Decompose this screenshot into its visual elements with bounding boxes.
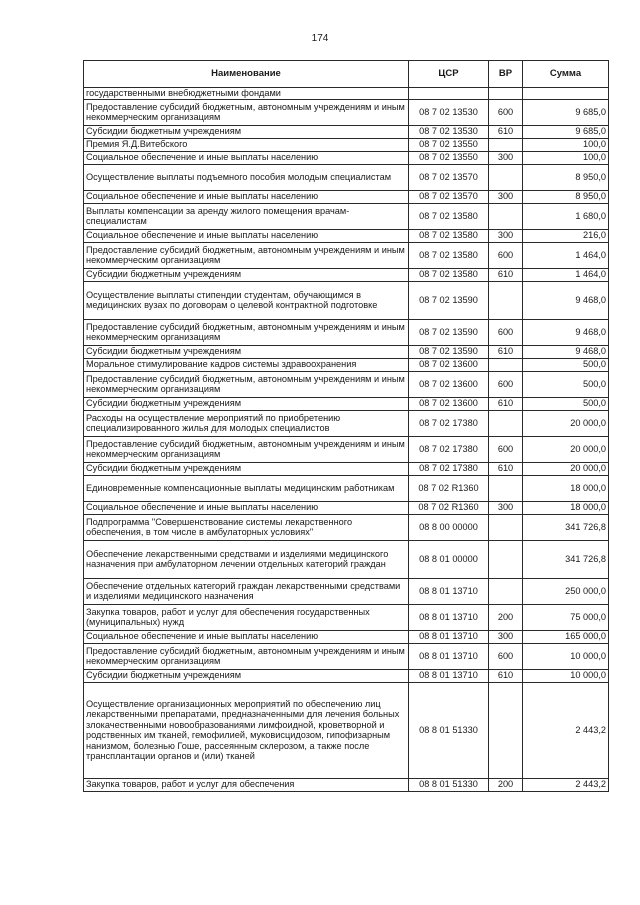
- table-row: [84, 643, 609, 669]
- cell-csr: 08 7 02 17380: [409, 462, 489, 475]
- cell-sum: 500,0: [523, 371, 609, 397]
- header-sum: Сумма: [523, 61, 609, 88]
- table-row: [84, 203, 609, 229]
- cell-vr: 610: [489, 125, 523, 138]
- cell-csr: 08 7 02 13590: [409, 345, 489, 358]
- table-row: [84, 604, 609, 630]
- cell-vr: [489, 540, 523, 578]
- cell-sum: 18 000,0: [523, 475, 609, 501]
- cell-vr: [489, 514, 523, 540]
- cell-vr: [489, 578, 523, 604]
- cell-sum: 1 680,0: [523, 203, 609, 229]
- cell-csr: 08 7 02 13600: [409, 358, 489, 371]
- cell-name: Осуществление выплаты стипендии студентам, обучающимся в медицинских вузах по договорам о целевой контрактной подготовке: [84, 281, 409, 319]
- table-row: [84, 164, 609, 190]
- table-row: [84, 151, 609, 164]
- cell-csr: 08 7 02 13590: [409, 319, 489, 345]
- cell-name: государственными внебюджетными фондами: [84, 88, 409, 100]
- budget-table: [83, 60, 609, 792]
- table-row: [84, 410, 609, 436]
- table-row: [84, 138, 609, 151]
- cell-csr: 08 7 02 13580: [409, 242, 489, 268]
- table-row: [84, 229, 609, 242]
- cell-vr: 300: [489, 190, 523, 203]
- table-row: [84, 319, 609, 345]
- cell-name: Социальное обеспечение и иные выплаты населению: [84, 501, 409, 514]
- table-row: [84, 268, 609, 281]
- cell-vr: 600: [489, 371, 523, 397]
- cell-name: Субсидии бюджетным учреждениям: [84, 462, 409, 475]
- cell-name: Предоставление субсидий бюджетным, автономным учреждениям и иным некоммерческим организациям: [84, 371, 409, 397]
- table-row: [84, 242, 609, 268]
- cell-sum: 20 000,0: [523, 436, 609, 462]
- cell-csr: 08 8 01 13710: [409, 643, 489, 669]
- cell-vr: [489, 281, 523, 319]
- cell-name: Социальное обеспечение и иные выплаты населению: [84, 630, 409, 643]
- cell-name: Субсидии бюджетным учреждениям: [84, 397, 409, 410]
- cell-csr: [409, 88, 489, 100]
- cell-name: Социальное обеспечение и иные выплаты населению: [84, 151, 409, 164]
- cell-sum: 250 000,0: [523, 578, 609, 604]
- cell-sum: 2 443,2: [523, 682, 609, 778]
- cell-csr: 08 8 01 13710: [409, 578, 489, 604]
- cell-vr: 600: [489, 242, 523, 268]
- cell-sum: 9 468,0: [523, 319, 609, 345]
- cell-sum: 8 950,0: [523, 190, 609, 203]
- cell-name: Предоставление субсидий бюджетным, автономным учреждениям и иным некоммерческим организациям: [84, 242, 409, 268]
- cell-vr: [489, 358, 523, 371]
- cell-name: Премия Я.Д.Витебского: [84, 138, 409, 151]
- cell-vr: 200: [489, 778, 523, 791]
- page-number: 174: [311, 33, 329, 44]
- cell-csr: 08 7 02 13580: [409, 229, 489, 242]
- cell-vr: 300: [489, 630, 523, 643]
- cell-name: Социальное обеспечение и иные выплаты населению: [84, 190, 409, 203]
- cell-vr: [489, 682, 523, 778]
- table-row: [84, 436, 609, 462]
- cell-sum: 10 000,0: [523, 669, 609, 682]
- cell-sum: 500,0: [523, 358, 609, 371]
- cell-sum: 500,0: [523, 397, 609, 410]
- cell-csr: 08 7 02 17380: [409, 410, 489, 436]
- cell-csr: 08 8 01 13710: [409, 604, 489, 630]
- table-header: [84, 61, 609, 88]
- cell-name: Субсидии бюджетным учреждениям: [84, 345, 409, 358]
- cell-sum: 341 726,8: [523, 540, 609, 578]
- cell-csr: 08 7 02 13530: [409, 99, 489, 125]
- cell-sum: 9 468,0: [523, 281, 609, 319]
- table-row: [84, 501, 609, 514]
- table-row: [84, 462, 609, 475]
- cell-csr: 08 7 02 13550: [409, 151, 489, 164]
- table-row: [84, 358, 609, 371]
- cell-csr: 08 7 02 13570: [409, 190, 489, 203]
- cell-name: Обеспечение отдельных категорий граждан лекарственными средствами и изделиями медицинского назначения: [84, 578, 409, 604]
- table-row: [84, 371, 609, 397]
- table-row: [84, 281, 609, 319]
- cell-sum: 1 464,0: [523, 242, 609, 268]
- cell-vr: [489, 138, 523, 151]
- cell-sum: 216,0: [523, 229, 609, 242]
- cell-sum: 1 464,0: [523, 268, 609, 281]
- cell-vr: [489, 475, 523, 501]
- table-row: [84, 345, 609, 358]
- header-name: Наименование: [84, 61, 409, 88]
- table-row: [84, 190, 609, 203]
- cell-csr: 08 7 02 R1360: [409, 475, 489, 501]
- table-row: [84, 630, 609, 643]
- cell-vr: [489, 88, 523, 100]
- cell-csr: 08 7 02 13600: [409, 371, 489, 397]
- table-row: [84, 88, 609, 100]
- cell-csr: 08 7 02 R1360: [409, 501, 489, 514]
- cell-sum: 9 468,0: [523, 345, 609, 358]
- cell-vr: 610: [489, 462, 523, 475]
- cell-name: Расходы на осуществление мероприятий по приобретению специализированного жилья для молодых специалистов: [84, 410, 409, 436]
- cell-name: Социальное обеспечение и иные выплаты населению: [84, 229, 409, 242]
- cell-sum: 9 685,0: [523, 99, 609, 125]
- cell-sum: 18 000,0: [523, 501, 609, 514]
- table-row: [84, 514, 609, 540]
- cell-name: Закупка товаров, работ и услуг для обеспечения: [84, 778, 409, 791]
- cell-vr: 600: [489, 643, 523, 669]
- cell-vr: 200: [489, 604, 523, 630]
- cell-name: Выплаты компенсации за аренду жилого помещения врачам-специалистам: [84, 203, 409, 229]
- cell-name: Предоставление субсидий бюджетным, автономным учреждениям и иным некоммерческим организациям: [84, 99, 409, 125]
- cell-vr: 300: [489, 151, 523, 164]
- cell-sum: [523, 88, 609, 100]
- cell-vr: 600: [489, 319, 523, 345]
- cell-name: Моральное стимулирование кадров системы здравоохранения: [84, 358, 409, 371]
- cell-csr: 08 8 01 51330: [409, 778, 489, 791]
- cell-vr: 300: [489, 501, 523, 514]
- cell-sum: 2 443,2: [523, 778, 609, 791]
- cell-csr: 08 8 01 13710: [409, 630, 489, 643]
- table-row: [84, 682, 609, 778]
- cell-csr: 08 7 02 13590: [409, 281, 489, 319]
- cell-vr: 600: [489, 436, 523, 462]
- cell-name: Субсидии бюджетным учреждениям: [84, 268, 409, 281]
- table-row: [84, 669, 609, 682]
- cell-vr: [489, 203, 523, 229]
- cell-vr: 600: [489, 99, 523, 125]
- table-body: [84, 88, 609, 792]
- header-vr: ВР: [489, 61, 523, 88]
- cell-vr: 610: [489, 397, 523, 410]
- cell-sum: 165 000,0: [523, 630, 609, 643]
- cell-vr: [489, 164, 523, 190]
- table-row: [84, 578, 609, 604]
- cell-csr: 08 7 02 13580: [409, 268, 489, 281]
- cell-csr: 08 7 02 13580: [409, 203, 489, 229]
- cell-vr: [489, 410, 523, 436]
- table-row: [84, 99, 609, 125]
- cell-name: Предоставление субсидий бюджетным, автономным учреждениям и иным некоммерческим организациям: [84, 643, 409, 669]
- cell-vr: 610: [489, 669, 523, 682]
- cell-csr: 08 8 00 00000: [409, 514, 489, 540]
- cell-sum: 8 950,0: [523, 164, 609, 190]
- cell-sum: 75 000,0: [523, 604, 609, 630]
- table-row: [84, 540, 609, 578]
- cell-csr: 08 7 02 13570: [409, 164, 489, 190]
- cell-sum: 20 000,0: [523, 410, 609, 436]
- header-csr: ЦСР: [409, 61, 489, 88]
- cell-csr: 08 7 02 17380: [409, 436, 489, 462]
- cell-csr: 08 7 02 13600: [409, 397, 489, 410]
- table-row: [84, 125, 609, 138]
- table-row: [84, 397, 609, 410]
- header-row: [84, 61, 609, 88]
- cell-sum: 10 000,0: [523, 643, 609, 669]
- cell-name: Осуществление организационных мероприятий по обеспечению лиц лекарственными препаратами, предназначенными для лечения больных злокачественными новообразованиями лимфоидной, кроветворной и родственных им тканей, гемофилией, муковисцидозом, гипофизарным нанизмом, болезнью Гоше, рассеянным склерозом, а также после трансплантации органов и (или) тканей: [84, 682, 409, 778]
- cell-vr: 300: [489, 229, 523, 242]
- cell-csr: 08 7 02 13530: [409, 125, 489, 138]
- cell-vr: 610: [489, 345, 523, 358]
- cell-name: Осуществление выплаты подъемного пособия молодым специалистам: [84, 164, 409, 190]
- cell-vr: 610: [489, 268, 523, 281]
- cell-sum: 20 000,0: [523, 462, 609, 475]
- cell-csr: 08 8 01 13710: [409, 669, 489, 682]
- cell-name: Единовременные компенсационные выплаты медицинским работникам: [84, 475, 409, 501]
- cell-csr: 08 8 01 00000: [409, 540, 489, 578]
- table-row: [84, 475, 609, 501]
- cell-name: Предоставление субсидий бюджетным, автономным учреждениям и иным некоммерческим организациям: [84, 436, 409, 462]
- cell-csr: 08 7 02 13550: [409, 138, 489, 151]
- cell-name: Субсидии бюджетным учреждениям: [84, 125, 409, 138]
- cell-name: Подпрограмма "Совершенствование системы лекарственного обеспечения, в том числе в амбулаторных условиях": [84, 514, 409, 540]
- cell-name: Предоставление субсидий бюджетным, автономным учреждениям и иным некоммерческим организациям: [84, 319, 409, 345]
- table-row: [84, 778, 609, 791]
- cell-sum: 9 685,0: [523, 125, 609, 138]
- cell-name: Закупка товаров, работ и услуг для обеспечения государственных (муниципальных) нужд: [84, 604, 409, 630]
- cell-name: Субсидии бюджетным учреждениям: [84, 669, 409, 682]
- cell-name: Обеспечение лекарственными средствами и изделиями медицинского назначения при амбулаторном лечении отдельных категорий граждан: [84, 540, 409, 578]
- cell-csr: 08 8 01 51330: [409, 682, 489, 778]
- cell-sum: 100,0: [523, 151, 609, 164]
- cell-sum: 341 726,8: [523, 514, 609, 540]
- cell-sum: 100,0: [523, 138, 609, 151]
